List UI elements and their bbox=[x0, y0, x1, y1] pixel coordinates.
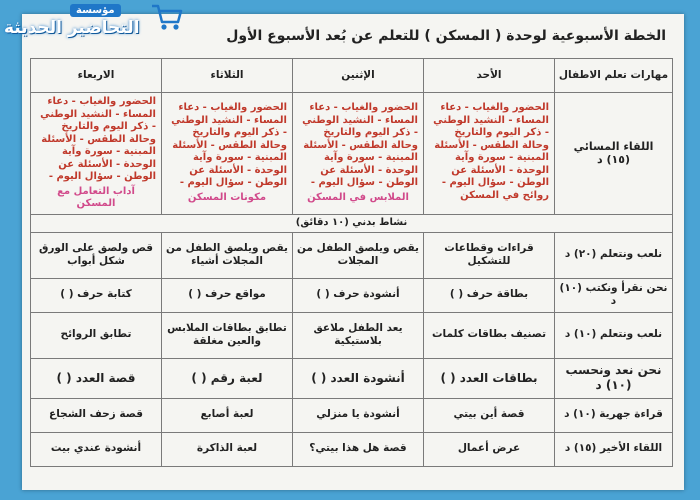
table-cell: قص ولصق على الورق شكل أبواب bbox=[31, 232, 162, 278]
row-label: نحن نعد ونحسب (١٠) د bbox=[555, 358, 673, 398]
logo-text: التحاضير الحديثة bbox=[4, 18, 140, 38]
assembly-label: اللقاء المسائي bbox=[573, 139, 654, 153]
break-cell: نشاط بدني (١٠ دقائق) bbox=[31, 214, 673, 232]
table-cell: أنشودة عندي بيت bbox=[31, 432, 162, 466]
table-cell: قصة هل هذا بيتي؟ bbox=[293, 432, 424, 466]
table-cell: قراءات وقطاعات للتشكيل bbox=[424, 232, 555, 278]
table-cell: يعد الطفل ملاعق بلاستيكية bbox=[293, 312, 424, 358]
row-label: نلعب ونتعلم (١٠) د bbox=[555, 312, 673, 358]
table-cell: يقص ويلصق الطفل من المجلات bbox=[293, 232, 424, 278]
table-row bbox=[31, 278, 673, 312]
table-row bbox=[31, 312, 673, 358]
table-cell: تطابق الروائح bbox=[31, 312, 162, 358]
assembly-text: الحضور والغياب - دعاء المساء - النشيد الوطني - ذكر اليوم والتاريخ وحالة الطقس - الأسئلة المبنية - سورة وآية الوحدة - الأسئلة عن الوطن - سؤال اليوم - روائح في المسكن bbox=[433, 102, 549, 201]
table-cell: لعبة رقم ( ) bbox=[162, 358, 293, 398]
assembly-topic: مكونات المسكن bbox=[187, 191, 267, 203]
table-cell: عرض أعمال bbox=[424, 432, 555, 466]
assembly-cell bbox=[424, 93, 555, 215]
table-row bbox=[31, 358, 673, 398]
assembly-text: الحضور والغياب - دعاء المساء - النشيد الوطني - ذكر اليوم والتاريخ وحالة الطقس - الأسئلة المبنية - سورة وآية الوحدة - الأسئلة عن الوطن - سؤال اليوم - bbox=[171, 102, 287, 189]
break-row bbox=[31, 214, 673, 232]
header-row bbox=[31, 59, 673, 93]
table-row bbox=[31, 232, 673, 278]
header-day: الإثنين bbox=[293, 59, 424, 93]
row-label: قراءة جهرية (١٠) د bbox=[555, 398, 673, 432]
assembly-text: الحضور والغياب - دعاء المساء - النشيد الوطني - ذكر اليوم والتاريخ وحالة الطقس - الأسئلة المبنية - سورة وآية الوحدة - الأسئلة عن الوطن - سؤال اليوم - bbox=[40, 96, 156, 182]
table-cell: تطابق بطاقات الملابس والعين مغلقة bbox=[162, 312, 293, 358]
table-cell: قصة أين بيتي bbox=[424, 398, 555, 432]
assembly-topic: آداب التعامل مع المسكن bbox=[57, 185, 135, 209]
logo bbox=[0, 0, 190, 42]
row-label: نحن نقرأ ونكتب (١٠) د bbox=[555, 278, 673, 312]
assembly-topic: الملابس في المسكن bbox=[307, 191, 409, 203]
table-row bbox=[31, 432, 673, 466]
assembly-cell bbox=[293, 93, 424, 215]
table-cell: لعبة أصابع bbox=[162, 398, 293, 432]
header-day: الثلاثاء bbox=[162, 59, 293, 93]
table-cell: أنشودة يا منزلي bbox=[293, 398, 424, 432]
row-label: نلعب ونتعلم (٢٠) د bbox=[555, 232, 673, 278]
page-title: الخطة الأسبوعية لوحدة ( المسكن ) للتعلم عن بُعد الأسبوع الأول bbox=[226, 28, 666, 44]
header-day: الاربعاء bbox=[31, 59, 162, 93]
header-day: الأحد bbox=[424, 59, 555, 93]
row-label: اللقاء الأخير (١٥) د bbox=[555, 432, 673, 466]
table-cell: مواقع حرف ( ) bbox=[162, 278, 293, 312]
table-cell: كتابة حرف ( ) bbox=[31, 278, 162, 312]
table-cell: قصة زحف الشجاع bbox=[31, 398, 162, 432]
table-cell: قصة العدد ( ) bbox=[31, 358, 162, 398]
weekly-plan-table bbox=[30, 58, 673, 467]
assembly-label-cell bbox=[555, 93, 673, 215]
table-cell: لعبة الذاكرة bbox=[162, 432, 293, 466]
assembly-text: الحضور والغياب - دعاء المساء - النشيد الوطني - ذكر اليوم والتاريخ وحالة الطقس - الأسئلة المبنية - سورة وآية الوحدة - الأسئلة عن الوطن - سؤال اليوم - bbox=[302, 102, 418, 189]
table-row bbox=[31, 398, 673, 432]
shopping-cart-icon bbox=[150, 2, 184, 32]
logo-subtitle: مؤسسة bbox=[70, 4, 121, 17]
assembly-row bbox=[31, 93, 673, 215]
header-skills: مهارات تعلم الاطفال bbox=[555, 59, 673, 93]
table-cell: يقص ويلصق الطفل من المجلات أشياء bbox=[162, 232, 293, 278]
assembly-cell bbox=[162, 93, 293, 215]
table-cell: أنشودة حرف ( ) bbox=[293, 278, 424, 312]
table-cell: أنشودة العدد ( ) bbox=[293, 358, 424, 398]
assembly-duration: (١٥) د bbox=[597, 153, 630, 167]
table-cell: تصنيف بطاقات كلمات bbox=[424, 312, 555, 358]
table-cell: بطاقة حرف ( ) bbox=[424, 278, 555, 312]
assembly-cell bbox=[31, 93, 162, 215]
table-cell: بطاقات العدد ( ) bbox=[424, 358, 555, 398]
